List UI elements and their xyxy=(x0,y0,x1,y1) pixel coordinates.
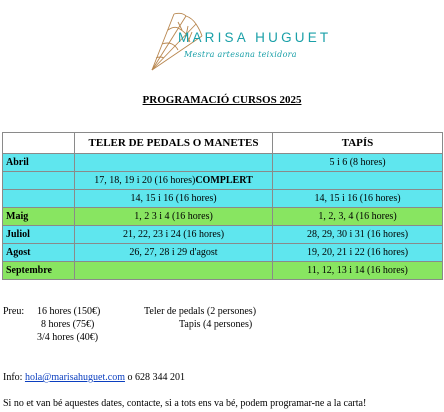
table-row xyxy=(3,244,443,262)
teler-cell xyxy=(75,154,273,172)
tapis-cell: 11, 12, 13 i 14 (16 hores) xyxy=(273,262,443,280)
info-line xyxy=(3,372,185,383)
month-cell xyxy=(3,172,75,190)
month-cell xyxy=(3,190,75,208)
month-cell: Agost xyxy=(3,244,75,262)
teler-cell xyxy=(75,208,273,226)
table-row xyxy=(3,208,443,226)
price-line: 8 hores (75€) xyxy=(41,319,95,330)
table-row xyxy=(3,262,443,280)
teler-cell xyxy=(75,190,273,208)
month-cell: Abril xyxy=(3,154,75,172)
tapis-cell: 14, 15 i 16 (16 hores) xyxy=(273,190,443,208)
table-header-row xyxy=(3,133,443,154)
tapis-cell xyxy=(273,172,443,190)
teler-cell xyxy=(75,244,273,262)
teler-dates: 26, 27, 28 i 29 d'agost xyxy=(129,246,218,258)
email-link[interactable]: hola@marisahuguet.com xyxy=(24,372,125,383)
month-cell: Septembre xyxy=(3,262,75,280)
brand-logo xyxy=(148,8,332,74)
header-month xyxy=(3,133,75,154)
table-row xyxy=(3,226,443,244)
month-cell: Juliol xyxy=(3,226,75,244)
teler-cell xyxy=(75,262,273,280)
capacity-line: Tapis (4 persones) xyxy=(179,319,253,330)
teler-dates: 1, 2 3 i 4 (16 hores) xyxy=(134,210,213,222)
phone-text: o 628 344 201 xyxy=(127,372,185,383)
tapis-cell: 19, 20, 21 i 22 (16 hores) xyxy=(273,244,443,262)
teler-dates: 17, 18, 19 i 20 (16 hores) xyxy=(94,174,196,186)
teler-dates: 21, 22, 23 i 24 (16 hores) xyxy=(122,228,225,240)
info-label: Info: xyxy=(3,372,23,383)
teler-cell xyxy=(75,226,273,244)
prices-label: Preu: xyxy=(3,306,25,317)
table-row xyxy=(3,172,443,190)
price-line: 16 hores (150€) xyxy=(37,306,101,317)
header-teler: TELER DE PEDALS O MANETES xyxy=(75,133,273,154)
tapis-cell: 28, 29, 30 i 31 (16 hores) xyxy=(273,226,443,244)
brand-name: MARISA HUGUET xyxy=(178,30,332,45)
header-tapis: TAPÍS xyxy=(273,133,443,154)
capacity-line: Teler de pedals (2 persones) xyxy=(144,306,257,317)
closing-note: Si no et van bé aquestes dates, contacte, si a tots ens va bé, podem programar-ne a la carta! xyxy=(3,398,367,409)
page-title: PROGRAMACIÓ CURSOS 2025 xyxy=(142,94,302,106)
month-cell: Maig xyxy=(3,208,75,226)
table-row xyxy=(3,154,443,172)
teler-cell xyxy=(75,172,273,190)
teler-status: COMPLERT xyxy=(195,174,253,186)
schedule-table xyxy=(2,132,443,280)
tapis-cell: 5 i 6 (8 hores) xyxy=(273,154,443,172)
price-line: 3/4 hores (40€) xyxy=(37,332,99,343)
table-row xyxy=(3,190,443,208)
tapis-cell: 1, 2, 3, 4 (16 hores) xyxy=(273,208,443,226)
brand-tagline: Mestra artesana teixidora xyxy=(184,50,297,59)
teler-dates: 14, 15 i 16 (16 hores) xyxy=(130,192,217,204)
